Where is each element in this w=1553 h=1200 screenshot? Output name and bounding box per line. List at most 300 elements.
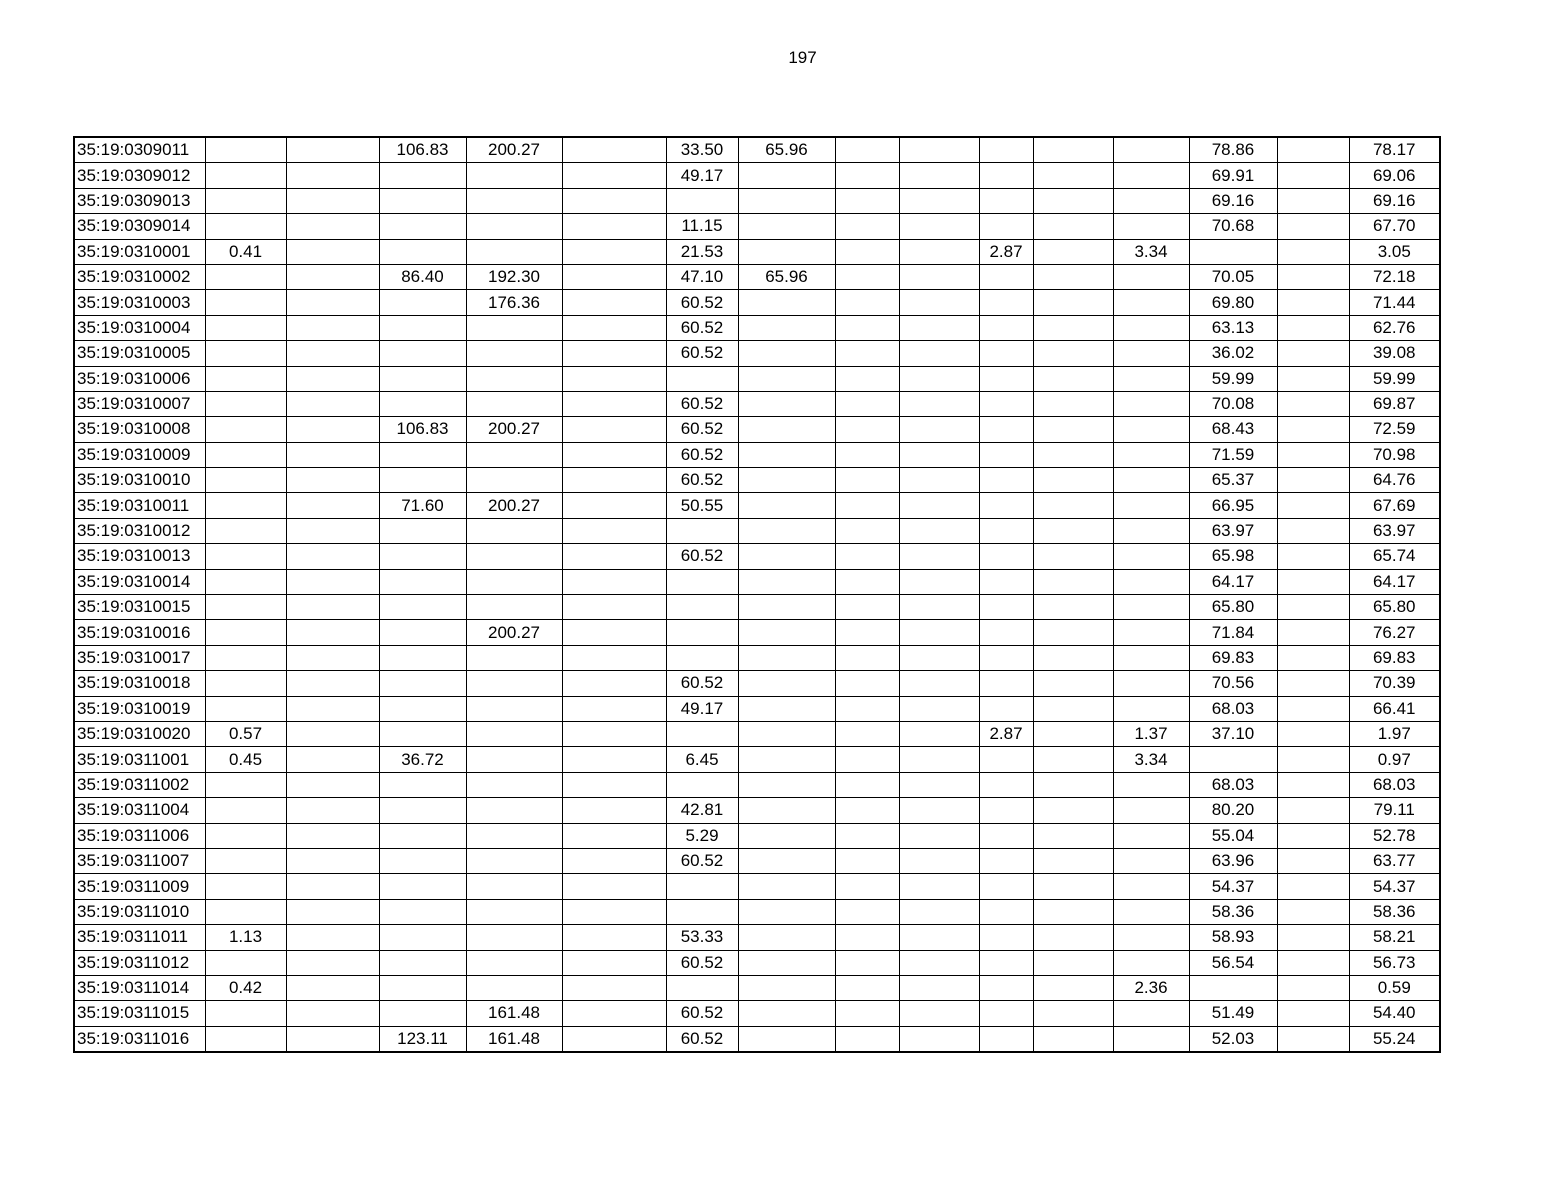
value-cell (1277, 163, 1349, 188)
value-cell (1033, 645, 1113, 670)
value-cell (899, 239, 979, 264)
value-cell (379, 290, 466, 315)
value-cell: 21.53 (666, 239, 738, 264)
value-cell (205, 391, 286, 416)
value-cell (562, 595, 666, 620)
value-cell: 71.84 (1189, 620, 1277, 645)
value-cell (205, 315, 286, 340)
value-cell (979, 366, 1033, 391)
value-cell (1277, 620, 1349, 645)
parcel-id-cell: 35:19:0309013 (74, 188, 205, 213)
value-cell: 6.45 (666, 747, 738, 772)
value-cell (205, 163, 286, 188)
value-cell (286, 442, 379, 467)
value-cell (1277, 721, 1349, 746)
value-cell (738, 188, 835, 213)
value-cell (899, 544, 979, 569)
value-cell: 69.83 (1349, 645, 1440, 670)
value-cell: 33.50 (666, 137, 738, 163)
value-cell: 65.37 (1189, 468, 1277, 493)
value-cell (379, 315, 466, 340)
value-cell (899, 975, 979, 1000)
value-cell: 58.21 (1349, 925, 1440, 950)
table-row (74, 848, 1440, 873)
value-cell (738, 975, 835, 1000)
value-cell: 59.99 (1349, 366, 1440, 391)
value-cell: 67.69 (1349, 493, 1440, 518)
value-cell (1113, 442, 1189, 467)
value-cell (899, 620, 979, 645)
value-cell (738, 366, 835, 391)
value-cell (466, 975, 562, 1000)
value-cell (562, 975, 666, 1000)
value-cell (466, 214, 562, 239)
value-cell (286, 315, 379, 340)
value-cell (562, 848, 666, 873)
value-cell: 72.59 (1349, 417, 1440, 442)
value-cell (205, 341, 286, 366)
value-cell: 69.06 (1349, 163, 1440, 188)
value-cell (1277, 925, 1349, 950)
value-cell: 37.10 (1189, 721, 1277, 746)
value-cell: 60.52 (666, 442, 738, 467)
value-cell (1113, 823, 1189, 848)
value-cell: 56.54 (1189, 950, 1277, 975)
value-cell: 192.30 (466, 264, 562, 289)
value-cell (979, 975, 1033, 1000)
value-cell (835, 671, 899, 696)
table-row (74, 239, 1440, 264)
value-cell: 62.76 (1349, 315, 1440, 340)
value-cell (1033, 848, 1113, 873)
value-cell (286, 468, 379, 493)
value-cell (835, 341, 899, 366)
value-cell (1113, 595, 1189, 620)
value-cell: 3.05 (1349, 239, 1440, 264)
value-cell (286, 645, 379, 670)
value-cell (562, 569, 666, 594)
value-cell: 60.52 (666, 671, 738, 696)
value-cell (899, 696, 979, 721)
value-cell (379, 468, 466, 493)
parcel-id-cell: 35:19:0310008 (74, 417, 205, 442)
value-cell: 0.57 (205, 721, 286, 746)
value-cell: 55.04 (1189, 823, 1277, 848)
value-cell: 60.52 (666, 290, 738, 315)
value-cell (466, 544, 562, 569)
value-cell (835, 721, 899, 746)
parcel-id-cell: 35:19:0311011 (74, 925, 205, 950)
value-cell (286, 214, 379, 239)
value-cell: 0.59 (1349, 975, 1440, 1000)
value-cell (205, 696, 286, 721)
value-cell (979, 696, 1033, 721)
value-cell (286, 569, 379, 594)
value-cell: 78.17 (1349, 137, 1440, 163)
value-cell (379, 874, 466, 899)
page-number: 197 (788, 48, 817, 67)
value-cell: 58.36 (1349, 899, 1440, 924)
value-cell (979, 341, 1033, 366)
value-cell: 161.48 (466, 1001, 562, 1026)
value-cell (835, 264, 899, 289)
value-cell (1277, 696, 1349, 721)
value-cell: 161.48 (466, 1026, 562, 1052)
value-cell (1277, 264, 1349, 289)
value-cell: 59.99 (1189, 366, 1277, 391)
value-cell (899, 798, 979, 823)
value-cell (562, 290, 666, 315)
value-cell (286, 341, 379, 366)
value-cell (1033, 925, 1113, 950)
table-row (74, 747, 1440, 772)
value-cell (1113, 341, 1189, 366)
value-cell: 200.27 (466, 417, 562, 442)
value-cell (738, 798, 835, 823)
value-cell (205, 137, 286, 163)
value-cell (979, 595, 1033, 620)
value-cell (286, 417, 379, 442)
value-cell (205, 595, 286, 620)
value-cell (562, 645, 666, 670)
value-cell (1033, 366, 1113, 391)
value-cell (899, 366, 979, 391)
value-cell: 68.03 (1189, 696, 1277, 721)
value-cell (835, 772, 899, 797)
value-cell (562, 772, 666, 797)
value-cell (979, 772, 1033, 797)
value-cell (899, 341, 979, 366)
value-cell: 70.98 (1349, 442, 1440, 467)
value-cell (979, 493, 1033, 518)
value-cell: 2.87 (979, 239, 1033, 264)
value-cell (205, 772, 286, 797)
value-cell: 106.83 (379, 417, 466, 442)
table-row (74, 1026, 1440, 1052)
value-cell (379, 848, 466, 873)
value-cell (286, 595, 379, 620)
value-cell (1113, 1001, 1189, 1026)
value-cell (738, 848, 835, 873)
value-cell (738, 442, 835, 467)
value-cell (1189, 975, 1277, 1000)
parcel-id-cell: 35:19:0311012 (74, 950, 205, 975)
value-cell (1113, 925, 1189, 950)
value-cell (1033, 823, 1113, 848)
value-cell (738, 950, 835, 975)
value-cell (666, 188, 738, 213)
value-cell (466, 239, 562, 264)
value-cell (899, 417, 979, 442)
table-row (74, 569, 1440, 594)
table-row (74, 696, 1440, 721)
value-cell (379, 1001, 466, 1026)
value-cell (899, 163, 979, 188)
value-cell (1113, 671, 1189, 696)
value-cell: 51.49 (1189, 1001, 1277, 1026)
parcel-id-cell: 35:19:0309014 (74, 214, 205, 239)
value-cell (1277, 569, 1349, 594)
value-cell (1033, 468, 1113, 493)
value-cell (899, 315, 979, 340)
value-cell (1113, 137, 1189, 163)
value-cell (1033, 798, 1113, 823)
table-row (74, 188, 1440, 213)
value-cell (286, 772, 379, 797)
value-cell (899, 925, 979, 950)
value-cell (835, 925, 899, 950)
value-cell: 39.08 (1349, 341, 1440, 366)
value-cell (562, 239, 666, 264)
value-cell: 60.52 (666, 417, 738, 442)
value-cell (1033, 747, 1113, 772)
value-cell: 65.80 (1349, 595, 1440, 620)
value-cell (979, 671, 1033, 696)
value-cell (286, 366, 379, 391)
value-cell (1113, 645, 1189, 670)
parcel-id-cell: 35:19:0310015 (74, 595, 205, 620)
value-cell (379, 214, 466, 239)
value-cell (466, 721, 562, 746)
value-cell (666, 569, 738, 594)
value-cell (1113, 417, 1189, 442)
value-cell (738, 569, 835, 594)
value-cell (1113, 518, 1189, 543)
value-cell (562, 442, 666, 467)
value-cell (205, 544, 286, 569)
value-cell (562, 391, 666, 416)
value-cell (205, 264, 286, 289)
parcel-id-cell: 35:19:0311015 (74, 1001, 205, 1026)
value-cell (979, 163, 1033, 188)
value-cell (979, 798, 1033, 823)
value-cell (466, 569, 562, 594)
value-cell: 65.98 (1189, 544, 1277, 569)
value-cell (666, 899, 738, 924)
value-cell (286, 620, 379, 645)
value-cell (205, 874, 286, 899)
value-cell (1113, 315, 1189, 340)
value-cell: 60.52 (666, 315, 738, 340)
value-cell (835, 747, 899, 772)
value-cell (562, 823, 666, 848)
value-cell (979, 620, 1033, 645)
value-cell (205, 468, 286, 493)
value-cell: 86.40 (379, 264, 466, 289)
value-cell: 123.11 (379, 1026, 466, 1052)
value-cell: 63.97 (1349, 518, 1440, 543)
value-cell (1113, 874, 1189, 899)
value-cell (379, 544, 466, 569)
table-row (74, 874, 1440, 899)
value-cell: 49.17 (666, 696, 738, 721)
value-cell (379, 341, 466, 366)
value-cell: 68.43 (1189, 417, 1277, 442)
value-cell (1189, 239, 1277, 264)
value-cell (286, 239, 379, 264)
value-cell (562, 518, 666, 543)
value-cell (899, 645, 979, 670)
value-cell (1113, 569, 1189, 594)
value-cell: 11.15 (666, 214, 738, 239)
table-row (74, 468, 1440, 493)
value-cell: 70.56 (1189, 671, 1277, 696)
value-cell (562, 950, 666, 975)
value-cell (562, 874, 666, 899)
value-cell (835, 137, 899, 163)
value-cell (1113, 798, 1189, 823)
value-cell (1277, 874, 1349, 899)
value-cell (1277, 188, 1349, 213)
value-cell: 80.20 (1189, 798, 1277, 823)
value-cell (379, 721, 466, 746)
value-cell (205, 290, 286, 315)
value-cell: 71.60 (379, 493, 466, 518)
table-body (74, 137, 1440, 1052)
value-cell (899, 747, 979, 772)
value-cell (738, 391, 835, 416)
parcel-id-cell: 35:19:0310012 (74, 518, 205, 543)
value-cell (835, 544, 899, 569)
value-cell (835, 493, 899, 518)
value-cell (1113, 188, 1189, 213)
value-cell: 63.13 (1189, 315, 1277, 340)
value-cell: 72.18 (1349, 264, 1440, 289)
value-cell (205, 188, 286, 213)
value-cell: 56.73 (1349, 950, 1440, 975)
value-cell (286, 493, 379, 518)
value-cell: 1.37 (1113, 721, 1189, 746)
value-cell (835, 1001, 899, 1026)
value-cell (379, 772, 466, 797)
value-cell (835, 315, 899, 340)
value-cell: 60.52 (666, 848, 738, 873)
value-cell (899, 874, 979, 899)
parcel-id-cell: 35:19:0309011 (74, 137, 205, 163)
value-cell: 58.36 (1189, 899, 1277, 924)
value-cell (1113, 899, 1189, 924)
table-row (74, 391, 1440, 416)
value-cell (899, 772, 979, 797)
table-row (74, 950, 1440, 975)
value-cell (286, 925, 379, 950)
parcel-id-cell: 35:19:0310014 (74, 569, 205, 594)
value-cell (666, 721, 738, 746)
value-cell (562, 925, 666, 950)
table-row (74, 1001, 1440, 1026)
value-cell (466, 696, 562, 721)
value-cell (738, 595, 835, 620)
value-cell (562, 341, 666, 366)
value-cell (979, 315, 1033, 340)
value-cell (205, 1026, 286, 1052)
value-cell (666, 975, 738, 1000)
value-cell (666, 366, 738, 391)
value-cell (379, 975, 466, 1000)
value-cell (899, 848, 979, 873)
value-cell (379, 696, 466, 721)
value-cell (835, 874, 899, 899)
value-cell (205, 366, 286, 391)
value-cell: 69.91 (1189, 163, 1277, 188)
value-cell (738, 772, 835, 797)
table-row (74, 442, 1440, 467)
table-row (74, 772, 1440, 797)
value-cell (835, 442, 899, 467)
value-cell (899, 899, 979, 924)
value-cell (1113, 264, 1189, 289)
value-cell (1033, 188, 1113, 213)
value-cell (979, 214, 1033, 239)
value-cell (738, 518, 835, 543)
value-cell: 60.52 (666, 391, 738, 416)
parcel-id-cell: 35:19:0311014 (74, 975, 205, 1000)
value-cell (666, 772, 738, 797)
value-cell (562, 214, 666, 239)
value-cell: 42.81 (666, 798, 738, 823)
value-cell (1033, 1026, 1113, 1052)
value-cell (286, 798, 379, 823)
value-cell (1033, 264, 1113, 289)
value-cell (1277, 899, 1349, 924)
value-cell (466, 442, 562, 467)
value-cell (1113, 848, 1189, 873)
value-cell (835, 468, 899, 493)
value-cell (205, 798, 286, 823)
value-cell (738, 290, 835, 315)
value-cell (562, 1001, 666, 1026)
value-cell (835, 214, 899, 239)
value-cell (899, 823, 979, 848)
value-cell (205, 569, 286, 594)
value-cell (835, 391, 899, 416)
value-cell (466, 772, 562, 797)
value-cell (835, 569, 899, 594)
value-cell (979, 468, 1033, 493)
value-cell (1033, 137, 1113, 163)
value-cell (979, 950, 1033, 975)
value-cell (205, 899, 286, 924)
value-cell (286, 671, 379, 696)
value-cell (835, 975, 899, 1000)
value-cell (205, 493, 286, 518)
value-cell (562, 671, 666, 696)
value-cell: 68.03 (1349, 772, 1440, 797)
value-cell (835, 696, 899, 721)
value-cell (205, 1001, 286, 1026)
value-cell (562, 544, 666, 569)
value-cell (1277, 645, 1349, 670)
value-cell (286, 1001, 379, 1026)
value-cell (738, 874, 835, 899)
value-cell: 54.40 (1349, 1001, 1440, 1026)
value-cell (1113, 696, 1189, 721)
value-cell (1033, 696, 1113, 721)
value-cell: 64.17 (1189, 569, 1277, 594)
value-cell (1277, 671, 1349, 696)
value-cell (466, 341, 562, 366)
value-cell (979, 874, 1033, 899)
value-cell (738, 1026, 835, 1052)
value-cell: 200.27 (466, 137, 562, 163)
value-cell (379, 391, 466, 416)
value-cell (205, 645, 286, 670)
value-cell (466, 823, 562, 848)
value-cell (1277, 950, 1349, 975)
value-cell (1277, 468, 1349, 493)
value-cell (379, 442, 466, 467)
value-cell (899, 671, 979, 696)
